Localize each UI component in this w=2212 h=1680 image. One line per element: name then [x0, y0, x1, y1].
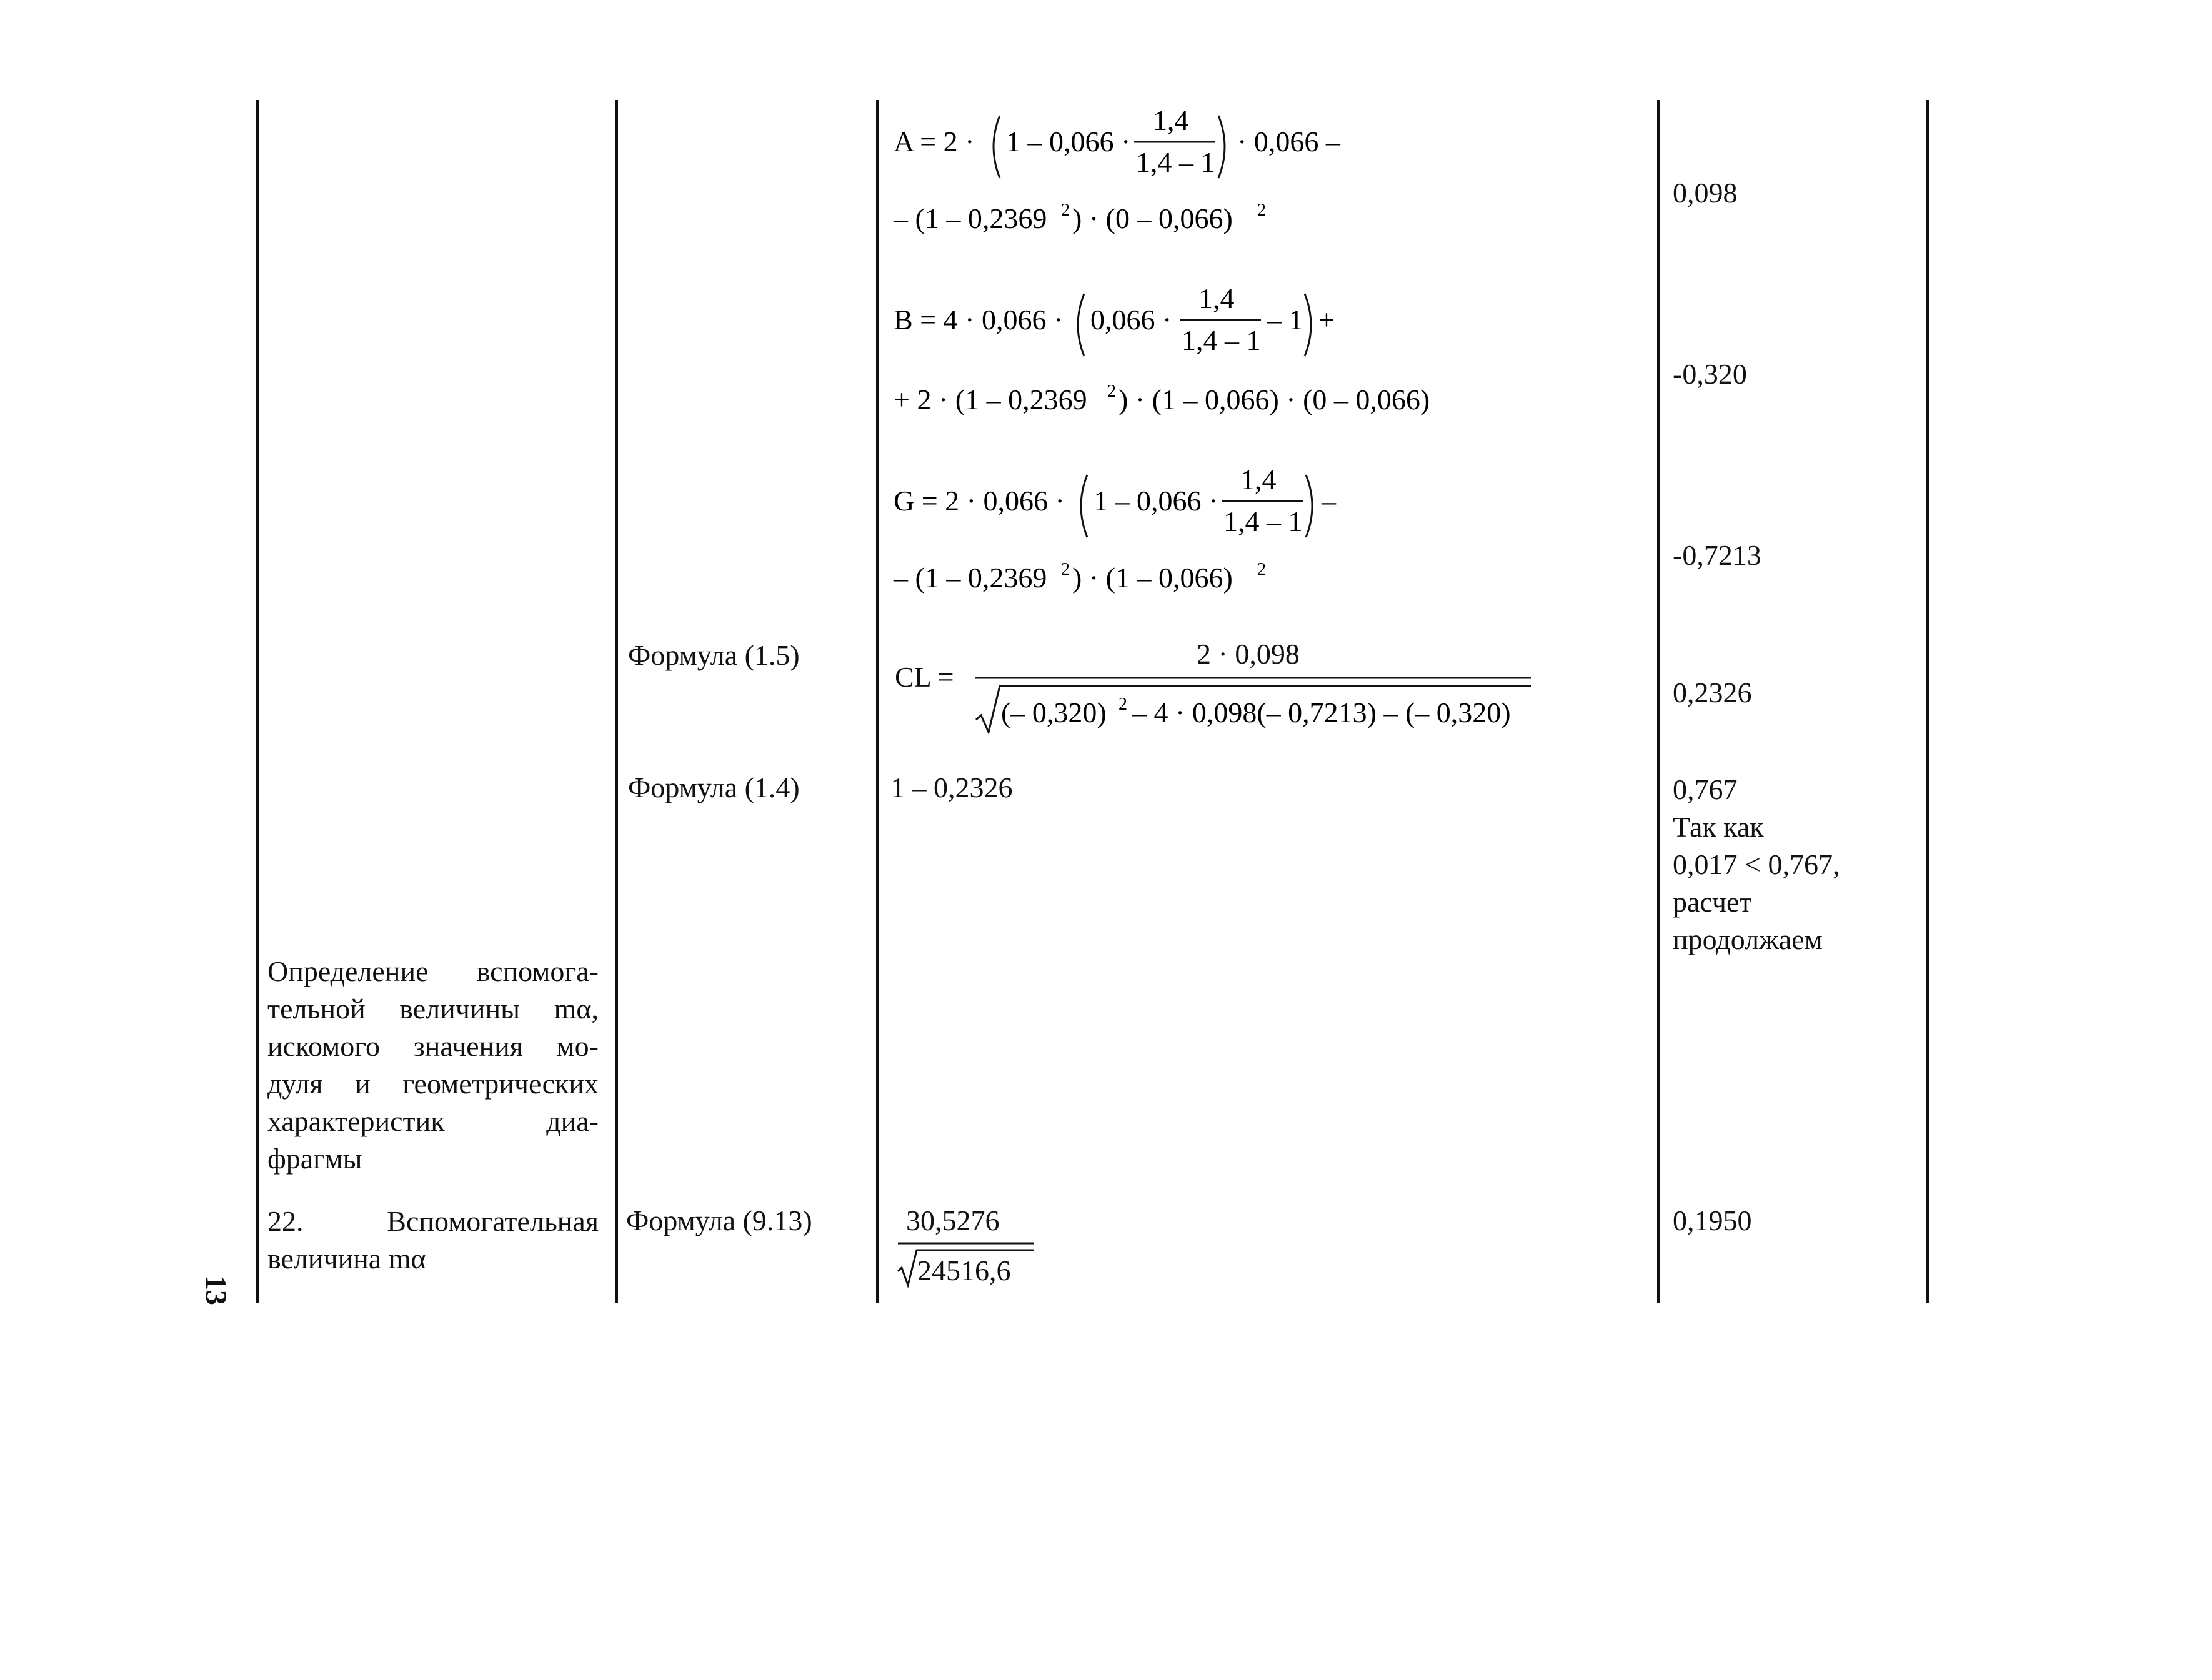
result-1-4-line-4: расчет	[1673, 886, 1752, 918]
result-1-4-line-5: продолжаем	[1673, 923, 1823, 955]
result-1-4-line-3: 0,017 < 0,767,	[1673, 848, 1840, 880]
svg-text:) · (0 – 0,066): ) · (0 – 0,066)	[1072, 202, 1233, 234]
svg-text:2: 2	[1061, 560, 1070, 579]
svg-text:· 0,066 –: · 0,066 –	[1237, 126, 1340, 157]
formula-a	[887, 100, 1387, 250]
result-1-4-line-1: 0,767	[1673, 773, 1738, 805]
svg-text:2: 2	[1257, 560, 1266, 579]
column-divider-2	[876, 100, 879, 1303]
svg-text:B = 4 · 0,066 ·: B = 4 · 0,066 ·	[894, 304, 1064, 336]
svg-text:2: 2	[1061, 201, 1070, 220]
svg-text:1 – 0,066 ·: 1 – 0,066 ·	[1006, 126, 1131, 157]
expression-1-4: 1 – 0,2326	[890, 772, 1013, 803]
source-formula-9-13: Формула (9.13)	[626, 1205, 812, 1236]
svg-text:1,4: 1,4	[1198, 282, 1235, 314]
source-formula-1-5: Формула (1.5)	[628, 639, 800, 671]
row-22-title-line-1: 22. Вспомогательная	[267, 1205, 599, 1237]
row-22-numerator: 30,5276	[906, 1205, 1000, 1236]
cl-lhs: CL =	[895, 661, 954, 693]
result-cl: 0,2326	[1673, 677, 1752, 708]
page-number: 13	[199, 1275, 232, 1305]
svg-text:– (1 – 0,2369: – (1 – 0,2369	[894, 202, 1047, 234]
table-left-border	[256, 100, 259, 1303]
formula-b	[887, 278, 1450, 428]
formula-g	[887, 459, 1387, 609]
source-formula-1-4: Формула (1.4)	[628, 772, 800, 803]
svg-text:–: –	[1322, 485, 1336, 517]
svg-text:1,4 – 1: 1,4 – 1	[1223, 505, 1303, 537]
svg-text:1,4: 1,4	[1240, 464, 1277, 495]
table-right-border	[1926, 100, 1929, 1303]
section-heading-line-4: дуля и геометрических	[267, 1068, 599, 1100]
section-heading-line-6: фрагмы	[267, 1143, 362, 1175]
svg-text:(– 0,320): (– 0,320)	[1001, 697, 1107, 728]
svg-text:+: +	[1318, 304, 1335, 336]
svg-text:1 – 0,066 ·: 1 – 0,066 ·	[1094, 485, 1218, 517]
svg-text:G = 2 · 0,066 ·: G = 2 · 0,066 ·	[894, 485, 1065, 517]
column-divider-3	[1657, 100, 1660, 1303]
result-b: -0,320	[1673, 358, 1747, 390]
result-1-4-line-2: Так как	[1673, 811, 1764, 843]
svg-text:2: 2	[1107, 382, 1116, 401]
svg-text:1,4 – 1: 1,4 – 1	[1182, 324, 1261, 356]
section-heading-line-3: искомого значения мо-	[267, 1030, 599, 1062]
section-heading-line-5: характеристик диа-	[267, 1105, 599, 1137]
result-a: 0,098	[1673, 177, 1738, 209]
svg-text:– 4 · 0,098(– 0,7213) – (– 0,3: – 4 · 0,098(– 0,7213) – (– 0,320)	[1132, 697, 1511, 728]
svg-text:+ 2 · (1 – 0,2369: + 2 · (1 – 0,2369	[894, 384, 1087, 415]
row-22-title-line-2: величина mα	[267, 1243, 426, 1275]
result-22: 0,1950	[1673, 1205, 1752, 1236]
svg-text:2: 2	[1257, 201, 1266, 220]
svg-text:1,4: 1,4	[1153, 104, 1189, 136]
svg-text:2: 2	[1118, 695, 1127, 714]
svg-text:– 1: – 1	[1267, 304, 1303, 336]
row-22-denominator: 24516,6	[917, 1255, 1011, 1286]
svg-text:– (1 – 0,2369: – (1 – 0,2369	[894, 562, 1047, 594]
section-heading-line-2: тельной величины mα,	[267, 993, 599, 1025]
svg-text:) · (1 – 0,066) · (0 – 0,066): ) · (1 – 0,066) · (0 – 0,066)	[1118, 384, 1430, 415]
column-divider-1	[615, 100, 618, 1303]
svg-text:0,066 ·: 0,066 ·	[1090, 304, 1172, 336]
svg-text:1,4 – 1: 1,4 – 1	[1136, 146, 1215, 178]
svg-text:) · (1 – 0,066): ) · (1 – 0,066)	[1072, 562, 1233, 594]
svg-text:A = 2 ·: A = 2 ·	[894, 126, 975, 157]
result-g: -0,7213	[1673, 539, 1761, 571]
cl-numerator: 2 · 0,098	[1197, 638, 1300, 670]
section-heading-line-1: Определение вспомога-	[267, 955, 599, 987]
cl-denominator	[962, 662, 1543, 737]
